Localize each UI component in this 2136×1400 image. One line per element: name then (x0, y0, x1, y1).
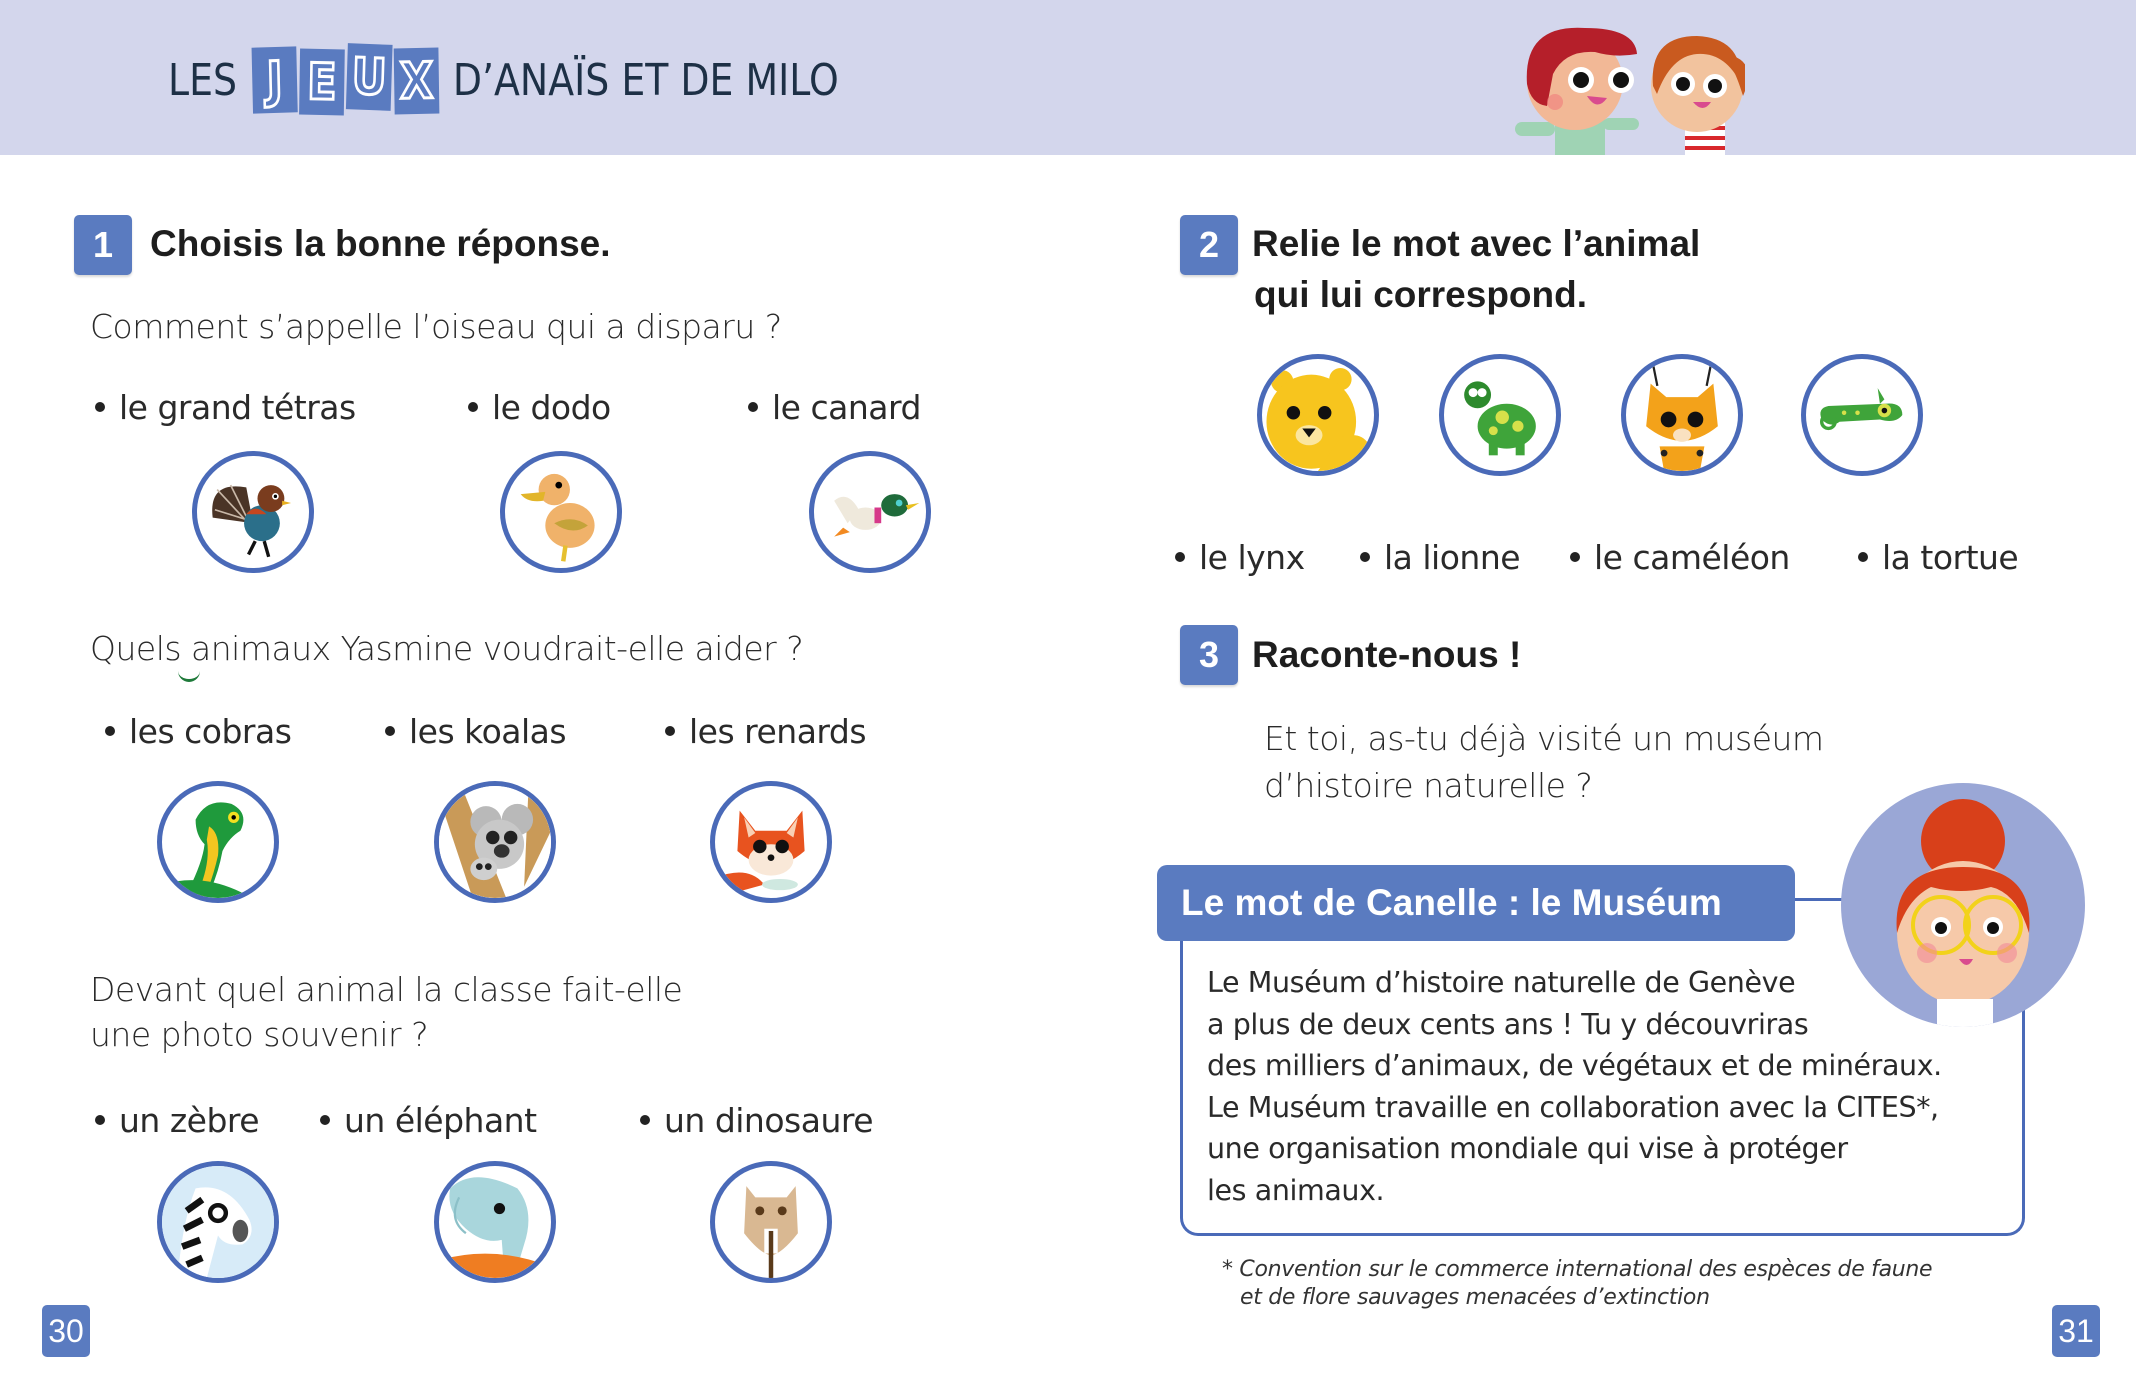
word-lynx[interactable]: le lynx (1175, 538, 1305, 577)
canelle-title: Le mot de Canelle : le Muséum (1157, 865, 1795, 941)
question-3-text-line2: une photo souvenir ? (90, 1015, 429, 1054)
question-2-text: Quels animaux Yasmine voudrait-elle aider ? (90, 629, 804, 668)
turtle-icon[interactable] (1439, 354, 1561, 476)
option-elephant[interactable]: un éléphant (320, 1101, 537, 1140)
word-cameleon[interactable]: le caméléon (1570, 538, 1790, 577)
elephant-icon[interactable] (434, 1161, 556, 1283)
canelle-text: Le Muséum d’histoire naturelle de Genève a plus de deux cents ans ! Tu y découvriras des milliers d’animaux, de végétaux et de minéraux. Le Muséum travaille en collaboration avec la CITES*, une organisation mondiale qui vise à protéger les animaux. (1207, 966, 1942, 1207)
word-tortue[interactable]: la tortue (1858, 538, 2018, 577)
liaison-mark (178, 670, 200, 682)
anais-milo-illustration (1475, 14, 1745, 155)
title-tiles (252, 47, 439, 113)
option-grand-tetras[interactable]: le grand tétras (95, 388, 356, 427)
option-canard[interactable]: le canard (748, 388, 921, 427)
bullet-icon (1360, 552, 1370, 562)
lioness-icon[interactable] (1257, 354, 1379, 476)
page-number-left: 30 (42, 1305, 90, 1357)
koala-icon[interactable] (434, 781, 556, 903)
option-cobras[interactable]: les cobras (105, 712, 291, 751)
connector-line (1795, 898, 1845, 901)
bullet-icon (95, 402, 105, 412)
grouse-icon[interactable] (192, 451, 314, 573)
exercise-1-badge: 1 (74, 215, 132, 275)
title-prefix: LES (168, 54, 238, 106)
bullet-icon (748, 402, 758, 412)
cobra-icon[interactable] (157, 781, 279, 903)
exercise-1-heading: Choisis la bonne réponse. (150, 223, 611, 264)
zebra-icon[interactable] (157, 1161, 279, 1283)
footnote: * Convention sur le commerce international des espèces de faune et de flore sauvages menacées d’extinction (1222, 1257, 1933, 1310)
title-suffix: D’ANAÏS ET DE MILO (452, 54, 839, 106)
bullet-icon (468, 402, 478, 412)
bullet-icon (1858, 552, 1868, 562)
option-zebre[interactable]: un zèbre (95, 1101, 259, 1140)
bullet-icon (640, 1115, 650, 1125)
option-dodo[interactable]: le dodo (468, 388, 611, 427)
title-tile-e: E (299, 49, 345, 116)
duck-icon[interactable] (809, 451, 931, 573)
option-renards[interactable]: les renards (665, 712, 866, 751)
title-tile-x: X (394, 48, 440, 115)
lynx-icon[interactable] (1621, 354, 1743, 476)
exercise-3-text-line1: Et toi, as-tu déjà visité un muséum (1264, 719, 1824, 758)
page-title (168, 40, 839, 120)
option-koalas[interactable]: les koalas (385, 712, 566, 751)
exercise-2-heading-line2: qui lui correspond. (1254, 274, 1588, 315)
exercise-2-heading-line1: Relie le mot avec l’animal (1252, 223, 1701, 264)
bullet-icon (1570, 552, 1580, 562)
bullet-icon (95, 1115, 105, 1125)
title-tile-u: U (346, 43, 393, 111)
exercise-3-text-line2: d’histoire naturelle ? (1264, 766, 1593, 805)
exercise-3-heading: Raconte-nous ! (1252, 634, 1522, 675)
dinosaur-icon[interactable] (710, 1161, 832, 1283)
dodo-icon[interactable] (500, 451, 622, 573)
question-1-text: Comment s’appelle l’oiseau qui a disparu ? (90, 307, 782, 346)
option-dinosaure[interactable]: un dinosaure (640, 1101, 873, 1140)
chameleon-icon[interactable] (1801, 354, 1923, 476)
exercise-3-badge: 3 (1180, 625, 1238, 685)
page-number-right: 31 (2052, 1305, 2100, 1357)
bullet-icon (320, 1115, 330, 1125)
bullet-icon (385, 726, 395, 736)
bullet-icon (665, 726, 675, 736)
title-tile-j: J (252, 46, 298, 113)
word-lionne[interactable]: la lionne (1360, 538, 1520, 577)
exercise-2-badge: 2 (1180, 215, 1238, 275)
bullet-icon (1175, 552, 1185, 562)
bullet-icon (105, 726, 115, 736)
question-3-text-line1: Devant quel animal la classe fait-elle (90, 970, 683, 1009)
fox-icon[interactable] (710, 781, 832, 903)
